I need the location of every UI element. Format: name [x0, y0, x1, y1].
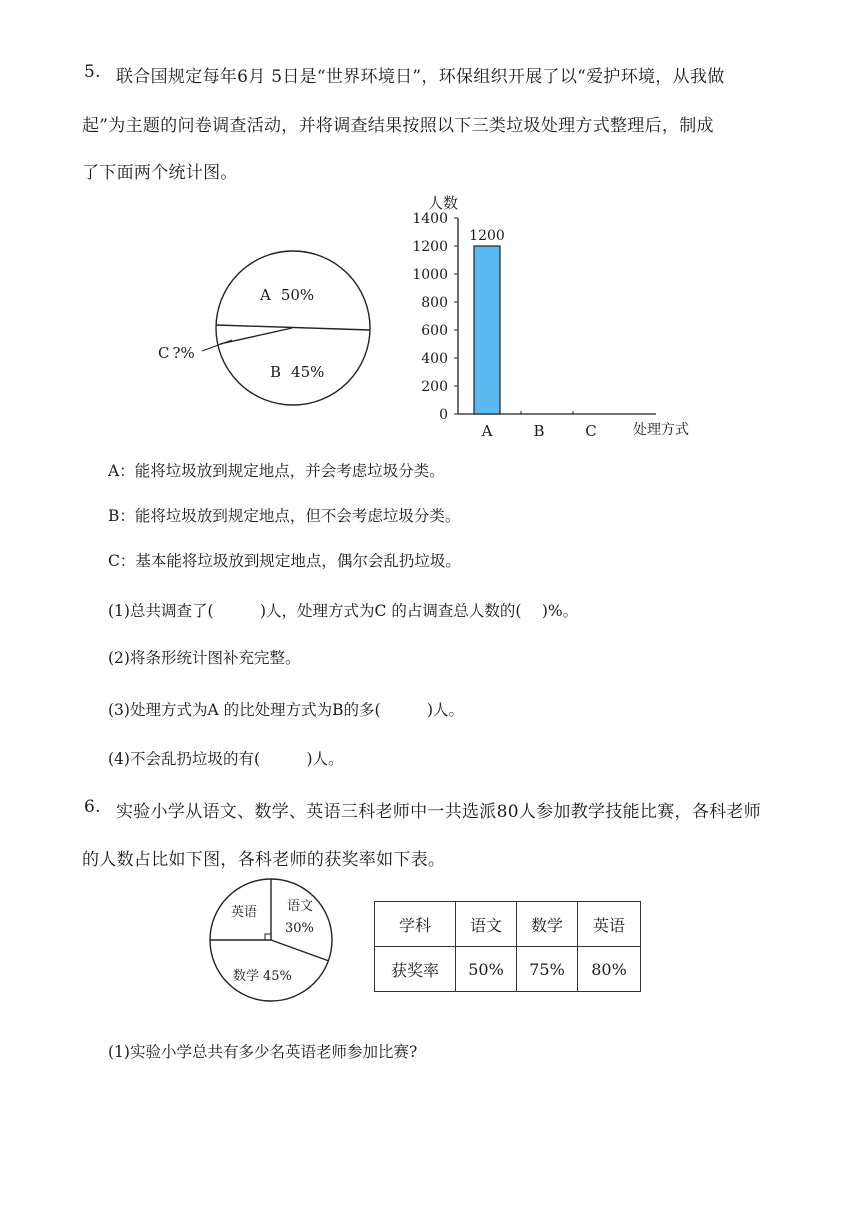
q5-text-line1: 联合国规定每年6月 5日是“世界环境日”，环保组织开展了以“爱护环境，从我做	[116, 67, 725, 87]
subject-pie-divider-right	[271, 940, 329, 961]
pie-divider-c	[220, 328, 292, 344]
q5-bar-chart	[398, 190, 718, 440]
q6-text-line1: 实验小学从语文、数学、英语三科老师中一共选派80人参加教学技能比赛，各科老师	[116, 802, 762, 822]
q6-pie-chart	[205, 878, 345, 1008]
q5-question-2: (2)将条形统计图补充完整。	[108, 649, 301, 667]
q5-question-4: (4)不会乱扔垃圾的有( )人。	[108, 750, 344, 768]
right-angle-marker	[265, 934, 271, 940]
q5-number: 5.	[84, 62, 101, 82]
q5-definition-c: C：基本能将垃圾放到规定地点，偶尔会乱扔垃圾。	[108, 552, 461, 570]
bar-A	[474, 246, 500, 414]
x-category-label: B	[533, 422, 545, 440]
table-header-row	[375, 902, 641, 947]
y-tick-label: 800	[421, 295, 448, 311]
q5-question-3: (3)处理方式为A 的比处理方式为B的多( )人。	[108, 701, 465, 719]
subject-pie-label-english: 英语	[231, 905, 258, 920]
table-header-cell: 学科	[375, 902, 456, 947]
y-tick-label: 1200	[412, 239, 448, 255]
x-category-label: C	[585, 422, 597, 440]
subject-pie-label-math: 数学 45%	[233, 969, 292, 984]
table-cell: 50%	[456, 947, 517, 992]
pie-divider-ab	[216, 325, 370, 330]
award-rate-table	[374, 901, 641, 992]
table-row-label: 获奖率	[375, 947, 456, 992]
subject-pie-value-chinese: 30%	[285, 921, 314, 936]
q6-question-1: (1)实验小学总共有多少名英语老师参加比赛?	[108, 1043, 418, 1061]
bar-x-axis-label: 处理方式	[633, 422, 689, 438]
table-row	[375, 947, 641, 992]
q5-pie-chart	[150, 250, 390, 410]
y-tick-label: 1400	[412, 211, 448, 227]
pie-label-c: C ?%	[158, 344, 195, 362]
x-category-label: A	[481, 422, 493, 440]
q6-number: 6.	[84, 797, 101, 817]
bar-data-label: 1200	[469, 228, 505, 244]
bar-y-axis-label: 人数	[428, 194, 459, 212]
y-tick-label: 600	[421, 323, 448, 339]
q6-text-line2: 的人数占比如下图，各科老师的获奖率如下表。	[82, 850, 446, 870]
table-header-cell: 语文	[456, 902, 517, 947]
subject-pie-label-chinese: 语文	[287, 899, 314, 914]
table-cell: 80%	[578, 947, 641, 992]
q5-definition-a: A：能将垃圾放到规定地点，并会考虑垃圾分类。	[108, 462, 445, 480]
table-header-cell: 数学	[517, 902, 578, 947]
table-cell: 75%	[517, 947, 578, 992]
q5-question-1: (1)总共调查了( )人，处理方式为C 的占调查总人数的( )%。	[108, 602, 579, 620]
pie-label-a: A 50%	[260, 286, 315, 304]
y-tick-label: 0	[439, 407, 448, 423]
q5-text-line2: 起”为主题的问卷调查活动，并将调查结果按照以下三类垃圾处理方式整理后，制成	[82, 116, 714, 136]
y-tick-label: 400	[421, 351, 448, 367]
q5-definition-b: B：能将垃圾放到规定地点，但不会考虑垃圾分类。	[108, 507, 461, 525]
pie-label-b: B 45%	[270, 363, 325, 381]
table-header-cell: 英语	[578, 902, 641, 947]
y-tick-label: 200	[421, 379, 448, 395]
q5-text-line3: 了下面两个统计图。	[82, 163, 238, 183]
y-tick-label: 1000	[412, 267, 448, 283]
